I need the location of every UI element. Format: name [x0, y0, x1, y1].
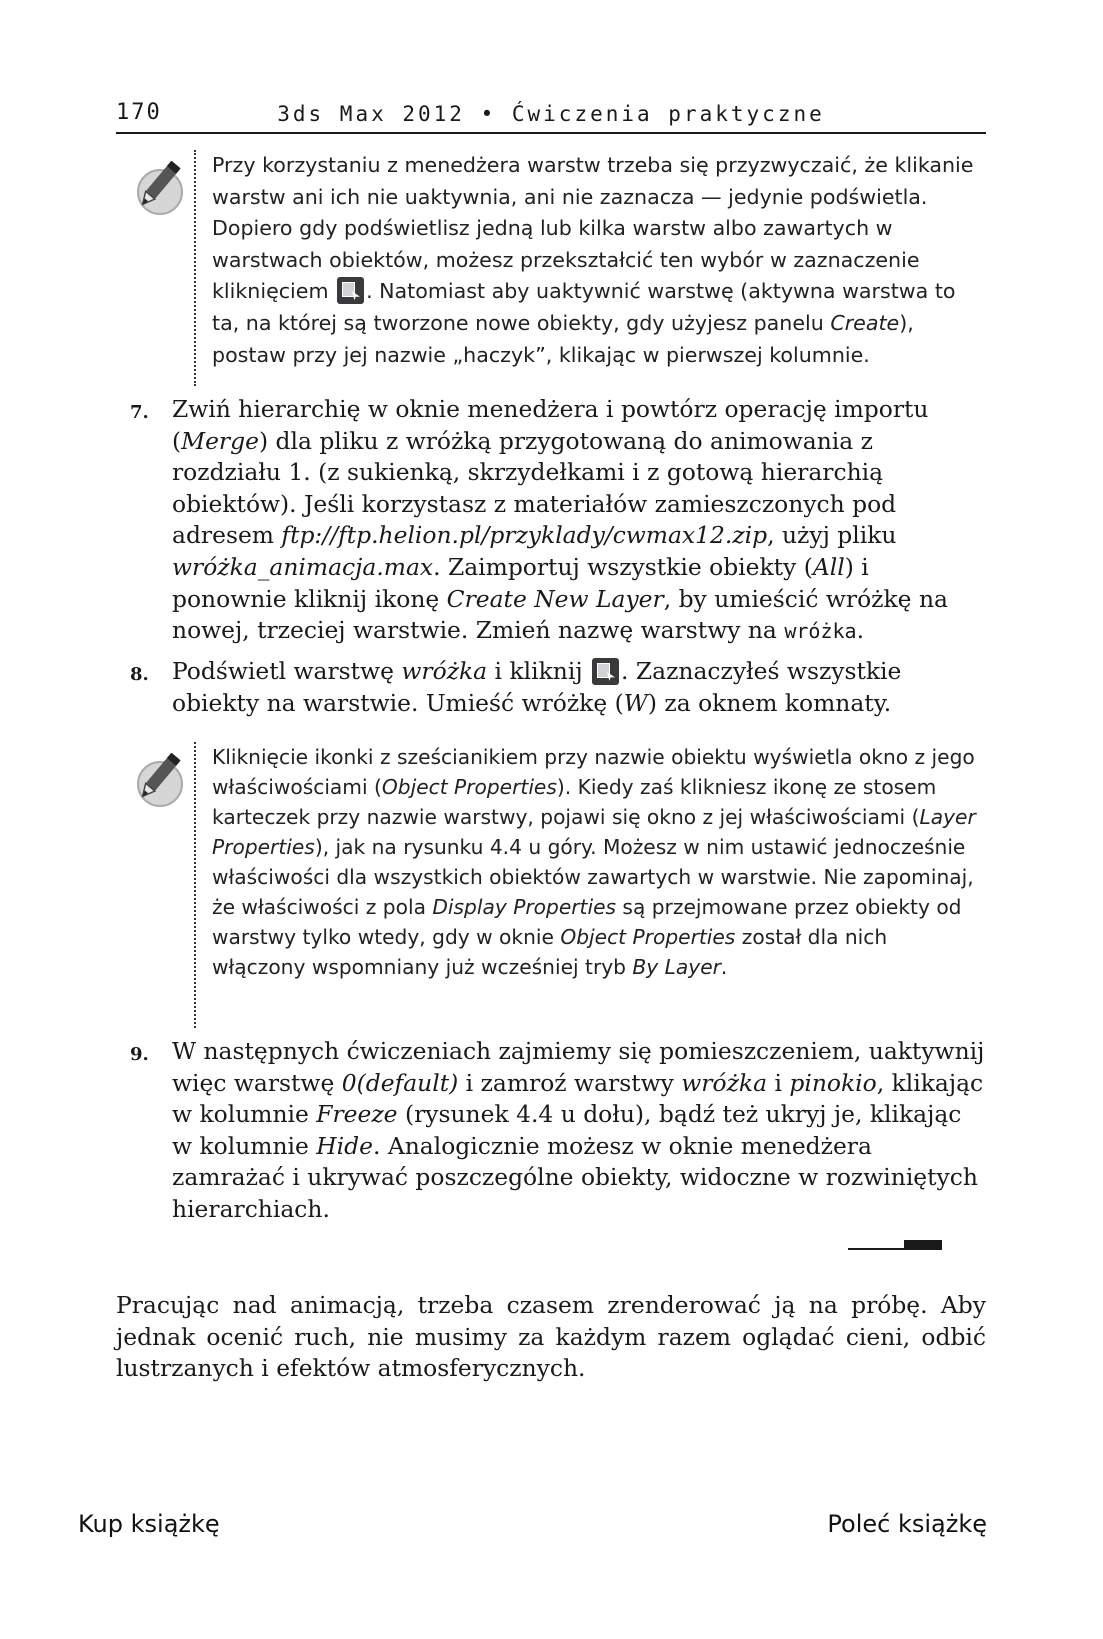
tip-note-1 [122, 150, 986, 386]
end-mark-line [848, 1248, 908, 1250]
recommend-book-link[interactable]: Poleć książkę [827, 1510, 987, 1538]
step-9-text: W następnych ćwiczeniach zajmiemy się pomieszczeniem, uaktywnij więc warstwę 0(default) i zamroź warstwy wróżka i pinokio, klikając w kolumnie Freeze (rysunek 4.4 u dołu), bądź też ukryj je, klikając w kolumnie Hide. Analogicznie możesz w oknie menedżera zamrażać i ukrywać poszczególne obiekty, widoczne w rozwiniętych hierarchiach. [172, 1037, 985, 1223]
step-9 [116, 1036, 986, 1226]
closing-paragraph: Pracując nad animacją, trzeba czasem zrenderować ją na próbę. Aby jednak ocenić ruch, nie musimy za każdym razem oglądać cieni, odbić lustrzanych i efektów atmosferycznych. [116, 1291, 986, 1383]
step-7 [116, 394, 986, 648]
buy-book-link[interactable]: Kup książkę [78, 1510, 220, 1538]
step-number: 7. [130, 402, 149, 423]
step-7-text: Zwiń hierarchię w oknie menedżera i powtórz operację importu (Merge) dla pliku z wróżką przygotowaną do animowania z rozdziału 1. (z sukienką, skrzydełkami i z gotową hierarchią obiektów). Jeśli korzystasz z materiałów zamieszczonych pod adresem ftp://ftp.helion.pl/przyklady/cwmax12.zip, użyj pliku wróżka_animacja.max. Zaimportuj wszystkie obiekty (All) i ponownie kliknij ikonę Create New Layer, by umieścić wróżkę na nowej, trzeciej warstwie. Zmień nazwę warstwy na wróżka. [172, 395, 948, 645]
tip-note-2-body [194, 742, 986, 1028]
tip-note-2-text: Kliknięcie ikonki z sześcianikiem przy nazwie obiektu wyświetla okno z jego właściwościami (Object Properties). Kiedy zaś klikniesz ikonę ze stosem karteczek przy nazwie warstwy, pojawi się okno z jej właściwościami (Layer Properties), jak na rysunku 4.4 u góry. Możesz w nim ustawić jednocześnie właściwości dla wszystkich obiektów zawartych w warstwie. Nie zapominaj, że właściwości z pola Display Properties są przejmowane przez obiekty od warstwy tylko wtedy, gdy w oknie Object Properties został dla nich włączony wspomniany już wcześniej tryb By Layer. [212, 745, 976, 979]
running-header [116, 98, 986, 134]
tip-note-1-body [194, 150, 986, 386]
page-number: 170 [116, 100, 162, 125]
select-highlighted-icon [592, 658, 619, 685]
pencil-note-icon [126, 746, 190, 810]
exercise-end-mark [848, 1238, 942, 1252]
tip-note-1-text: Przy korzystaniu z menedżera warstw trzeba się przyzwyczaić, że klikanie warstw ani ich nie uaktywnia, ani nie zaznacza — jedynie podświetla. Dopiero gdy podświetlisz jedną lub kilka warstw albo zawartych w warstwach obiektów, możesz przekształcić ten wybór w zaznaczenie kliknięciem . Natomiast aby uaktywnić warstwę (aktywna warstwa to ta, na której są tworzone nowe obiekty, gdy użyjesz panelu Create), postaw przy jej nazwie „haczyk”, klikając w pierwszej kolumnie. [212, 153, 974, 367]
pencil-note-icon [126, 154, 190, 218]
end-mark-block [904, 1240, 942, 1250]
step-number: 8. [130, 664, 149, 685]
select-highlighted-icon [337, 277, 364, 304]
step-8-text: Podświetl warstwę wróżka i kliknij . Zaznaczyłeś wszystkie obiekty na warstwie. Umieść wróżkę (W) za oknem komnaty. [172, 657, 902, 717]
step-8 [116, 656, 986, 719]
tip-note-2 [122, 742, 986, 1028]
step-number: 9. [130, 1044, 149, 1065]
running-title: 3ds Max 2012 • Ćwiczenia praktyczne [277, 102, 825, 126]
